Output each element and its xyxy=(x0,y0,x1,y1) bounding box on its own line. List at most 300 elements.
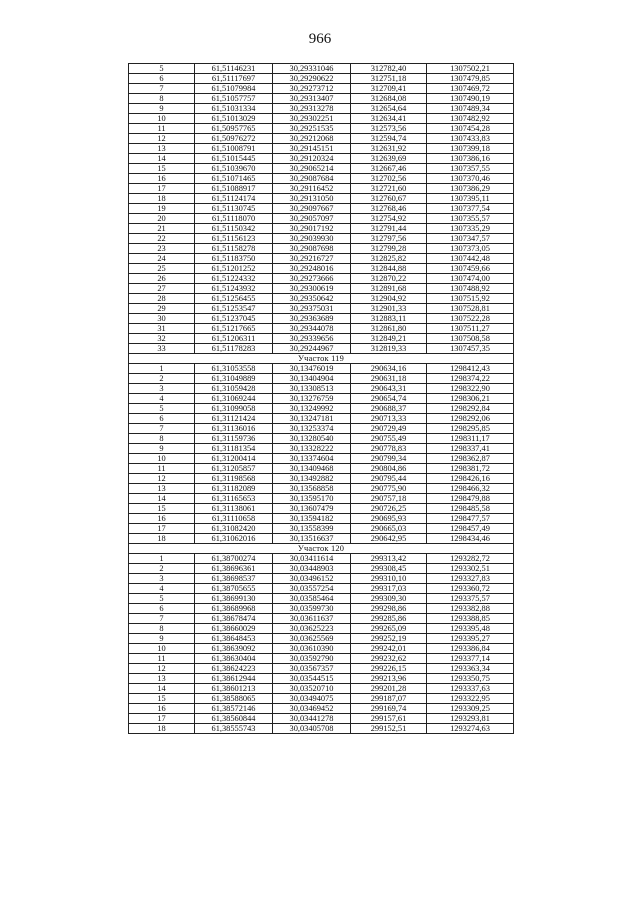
latitude-cell: 61,31159736 xyxy=(195,434,273,444)
page-number: 966 xyxy=(308,31,332,47)
point-number-cell: 16 xyxy=(129,174,195,184)
longitude-cell: 30,29039930 xyxy=(273,234,351,244)
longitude-cell: 30,13308513 xyxy=(273,384,351,394)
longitude-cell: 30,03567357 xyxy=(273,664,351,674)
longitude-cell: 30,13249992 xyxy=(273,404,351,414)
latitude-cell: 61,38612944 xyxy=(195,674,273,684)
coordinates-table-body xyxy=(129,64,514,734)
table-row xyxy=(129,474,514,484)
point-number-cell: 17 xyxy=(129,714,195,724)
table-row xyxy=(129,144,514,154)
point-number-cell: 21 xyxy=(129,224,195,234)
y-coordinate-cell: 1307479,85 xyxy=(427,74,514,84)
table-row xyxy=(129,624,514,634)
y-coordinate-cell: 1298292,06 xyxy=(427,414,514,424)
point-number-cell: 16 xyxy=(129,514,195,524)
y-coordinate-cell: 1307482,92 xyxy=(427,114,514,124)
longitude-cell: 30,13253374 xyxy=(273,424,351,434)
table-row xyxy=(129,304,514,314)
latitude-cell: 61,31165653 xyxy=(195,494,273,504)
y-coordinate-cell: 1293375,57 xyxy=(427,594,514,604)
table-row xyxy=(129,674,514,684)
x-coordinate-cell: 312782,40 xyxy=(351,64,427,74)
table-row xyxy=(129,524,514,534)
latitude-cell: 61,31069244 xyxy=(195,394,273,404)
longitude-cell: 30,29120324 xyxy=(273,154,351,164)
table-row xyxy=(129,604,514,614)
longitude-cell: 30,03520710 xyxy=(273,684,351,694)
point-number-cell: 16 xyxy=(129,704,195,714)
latitude-cell: 61,51156123 xyxy=(195,234,273,244)
y-coordinate-cell: 1293388,85 xyxy=(427,614,514,624)
x-coordinate-cell: 290804,86 xyxy=(351,464,427,474)
longitude-cell: 30,29017192 xyxy=(273,224,351,234)
latitude-cell: 61,51150342 xyxy=(195,224,273,234)
latitude-cell: 61,38588065 xyxy=(195,694,273,704)
point-number-cell: 4 xyxy=(129,584,195,594)
x-coordinate-cell: 299169,74 xyxy=(351,704,427,714)
table-row xyxy=(129,294,514,304)
latitude-cell: 61,38700274 xyxy=(195,554,273,564)
x-coordinate-cell: 290726,25 xyxy=(351,504,427,514)
point-number-cell: 31 xyxy=(129,324,195,334)
longitude-cell: 30,03411614 xyxy=(273,554,351,564)
section-header-row xyxy=(129,354,514,364)
point-number-cell: 13 xyxy=(129,144,195,154)
longitude-cell: 30,03441278 xyxy=(273,714,351,724)
point-number-cell: 12 xyxy=(129,134,195,144)
point-number-cell: 17 xyxy=(129,524,195,534)
y-coordinate-cell: 1307522,28 xyxy=(427,314,514,324)
y-coordinate-cell: 1293386,84 xyxy=(427,644,514,654)
point-number-cell: 14 xyxy=(129,684,195,694)
x-coordinate-cell: 299157,61 xyxy=(351,714,427,724)
y-coordinate-cell: 1298374,22 xyxy=(427,374,514,384)
point-number-cell: 1 xyxy=(129,364,195,374)
x-coordinate-cell: 312825,82 xyxy=(351,254,427,264)
section-header-row xyxy=(129,544,514,554)
longitude-cell: 30,29350642 xyxy=(273,294,351,304)
longitude-cell: 30,29375031 xyxy=(273,304,351,314)
table-row xyxy=(129,504,514,514)
point-number-cell: 7 xyxy=(129,424,195,434)
longitude-cell: 30,29290622 xyxy=(273,74,351,84)
table-row xyxy=(129,534,514,544)
longitude-cell: 30,29313407 xyxy=(273,94,351,104)
point-number-cell: 8 xyxy=(129,94,195,104)
table-row xyxy=(129,374,514,384)
y-coordinate-cell: 1293309,25 xyxy=(427,704,514,714)
point-number-cell: 3 xyxy=(129,384,195,394)
longitude-cell: 30,29273712 xyxy=(273,84,351,94)
longitude-cell: 30,13516637 xyxy=(273,534,351,544)
y-coordinate-cell: 1307373,05 xyxy=(427,244,514,254)
point-number-cell: 27 xyxy=(129,284,195,294)
table-row xyxy=(129,134,514,144)
longitude-cell: 30,13276759 xyxy=(273,394,351,404)
x-coordinate-cell: 290695,93 xyxy=(351,514,427,524)
table-row xyxy=(129,484,514,494)
longitude-cell: 30,03405708 xyxy=(273,724,351,734)
y-coordinate-cell: 1298479,88 xyxy=(427,494,514,504)
x-coordinate-cell: 312634,41 xyxy=(351,114,427,124)
table-row xyxy=(129,724,514,734)
latitude-cell: 61,51253547 xyxy=(195,304,273,314)
latitude-cell: 61,51117697 xyxy=(195,74,273,84)
table-row xyxy=(129,64,514,74)
longitude-cell: 30,03557254 xyxy=(273,584,351,594)
x-coordinate-cell: 299308,45 xyxy=(351,564,427,574)
x-coordinate-cell: 312754,92 xyxy=(351,214,427,224)
x-coordinate-cell: 312639,69 xyxy=(351,154,427,164)
table-row xyxy=(129,574,514,584)
table-row xyxy=(129,424,514,434)
table-row xyxy=(129,464,514,474)
latitude-cell: 61,38601213 xyxy=(195,684,273,694)
latitude-cell: 61,51079984 xyxy=(195,84,273,94)
y-coordinate-cell: 1298311,17 xyxy=(427,434,514,444)
latitude-cell: 61,38705655 xyxy=(195,584,273,594)
point-number-cell: 11 xyxy=(129,654,195,664)
point-number-cell: 14 xyxy=(129,494,195,504)
x-coordinate-cell: 290713,33 xyxy=(351,414,427,424)
y-coordinate-cell: 1293360,72 xyxy=(427,584,514,594)
table-row xyxy=(129,454,514,464)
x-coordinate-cell: 312861,80 xyxy=(351,324,427,334)
longitude-cell: 30,29273666 xyxy=(273,274,351,284)
point-number-cell: 6 xyxy=(129,414,195,424)
table-row xyxy=(129,434,514,444)
longitude-cell: 30,29331046 xyxy=(273,64,351,74)
table-row xyxy=(129,334,514,344)
y-coordinate-cell: 1293327,83 xyxy=(427,574,514,584)
longitude-cell: 30,03494075 xyxy=(273,694,351,704)
y-coordinate-cell: 1298434,46 xyxy=(427,534,514,544)
longitude-cell: 30,03544515 xyxy=(273,674,351,684)
longitude-cell: 30,03625569 xyxy=(273,634,351,644)
point-number-cell: 11 xyxy=(129,464,195,474)
point-number-cell: 8 xyxy=(129,624,195,634)
latitude-cell: 61,51224332 xyxy=(195,274,273,284)
y-coordinate-cell: 1293322,95 xyxy=(427,694,514,704)
table-row xyxy=(129,494,514,504)
point-number-cell: 15 xyxy=(129,164,195,174)
table-row xyxy=(129,184,514,194)
latitude-cell: 61,51071465 xyxy=(195,174,273,184)
point-number-cell: 14 xyxy=(129,154,195,164)
table-row xyxy=(129,714,514,724)
y-coordinate-cell: 1298457,49 xyxy=(427,524,514,534)
point-number-cell: 7 xyxy=(129,614,195,624)
latitude-cell: 61,31110658 xyxy=(195,514,273,524)
point-number-cell: 29 xyxy=(129,304,195,314)
x-coordinate-cell: 299317,03 xyxy=(351,584,427,594)
x-coordinate-cell: 290688,37 xyxy=(351,404,427,414)
y-coordinate-cell: 1298292,84 xyxy=(427,404,514,414)
table-row xyxy=(129,204,514,214)
x-coordinate-cell: 312891,68 xyxy=(351,284,427,294)
latitude-cell: 61,51130745 xyxy=(195,204,273,214)
section-title: Участок 119 xyxy=(129,354,514,364)
point-number-cell: 10 xyxy=(129,644,195,654)
latitude-cell: 61,51039670 xyxy=(195,164,273,174)
latitude-cell: 61,31138061 xyxy=(195,504,273,514)
table-row xyxy=(129,584,514,594)
longitude-cell: 30,13558399 xyxy=(273,524,351,534)
latitude-cell: 61,51118070 xyxy=(195,214,273,224)
y-coordinate-cell: 1293274,63 xyxy=(427,724,514,734)
y-coordinate-cell: 1298426,16 xyxy=(427,474,514,484)
y-coordinate-cell: 1293282,72 xyxy=(427,554,514,564)
table-row xyxy=(129,244,514,254)
y-coordinate-cell: 1293382,88 xyxy=(427,604,514,614)
latitude-cell: 61,38696361 xyxy=(195,564,273,574)
x-coordinate-cell: 299213,96 xyxy=(351,674,427,684)
x-coordinate-cell: 312667,46 xyxy=(351,164,427,174)
longitude-cell: 30,29302251 xyxy=(273,114,351,124)
table-row xyxy=(129,104,514,114)
y-coordinate-cell: 1307515,92 xyxy=(427,294,514,304)
x-coordinate-cell: 290757,18 xyxy=(351,494,427,504)
latitude-cell: 61,38699130 xyxy=(195,594,273,604)
table-row xyxy=(129,444,514,454)
y-coordinate-cell: 1307377,54 xyxy=(427,204,514,214)
point-number-cell: 20 xyxy=(129,214,195,224)
latitude-cell: 61,31198568 xyxy=(195,474,273,484)
y-coordinate-cell: 1307357,55 xyxy=(427,164,514,174)
longitude-cell: 30,13280540 xyxy=(273,434,351,444)
x-coordinate-cell: 312573,56 xyxy=(351,124,427,134)
x-coordinate-cell: 299252,19 xyxy=(351,634,427,644)
y-coordinate-cell: 1298362,87 xyxy=(427,454,514,464)
point-number-cell: 6 xyxy=(129,604,195,614)
table-row xyxy=(129,74,514,84)
table-row xyxy=(129,514,514,524)
point-number-cell: 9 xyxy=(129,444,195,454)
point-number-cell: 15 xyxy=(129,694,195,704)
point-number-cell: 7 xyxy=(129,84,195,94)
x-coordinate-cell: 312883,11 xyxy=(351,314,427,324)
x-coordinate-cell: 299285,86 xyxy=(351,614,427,624)
x-coordinate-cell: 312631,92 xyxy=(351,144,427,154)
longitude-cell: 30,29248016 xyxy=(273,264,351,274)
longitude-cell: 30,29131050 xyxy=(273,194,351,204)
section-title: Участок 120 xyxy=(129,544,514,554)
x-coordinate-cell: 290665,03 xyxy=(351,524,427,534)
y-coordinate-cell: 1298322,90 xyxy=(427,384,514,394)
latitude-cell: 61,38648453 xyxy=(195,634,273,644)
longitude-cell: 30,13328222 xyxy=(273,444,351,454)
x-coordinate-cell: 290643,31 xyxy=(351,384,427,394)
latitude-cell: 61,31181354 xyxy=(195,444,273,454)
point-number-cell: 13 xyxy=(129,674,195,684)
point-number-cell: 33 xyxy=(129,344,195,354)
y-coordinate-cell: 1307502,21 xyxy=(427,64,514,74)
table-row xyxy=(129,124,514,134)
point-number-cell: 3 xyxy=(129,574,195,584)
x-coordinate-cell: 312751,18 xyxy=(351,74,427,84)
x-coordinate-cell: 312797,56 xyxy=(351,234,427,244)
longitude-cell: 30,29087698 xyxy=(273,244,351,254)
latitude-cell: 61,31053558 xyxy=(195,364,273,374)
longitude-cell: 30,29145151 xyxy=(273,144,351,154)
latitude-cell: 61,31049889 xyxy=(195,374,273,384)
table-row xyxy=(129,394,514,404)
table-row xyxy=(129,324,514,334)
latitude-cell: 61,31059428 xyxy=(195,384,273,394)
y-coordinate-cell: 1293363,34 xyxy=(427,664,514,674)
point-number-cell: 25 xyxy=(129,264,195,274)
table-row xyxy=(129,594,514,604)
table-row xyxy=(129,654,514,664)
table-row xyxy=(129,364,514,374)
table-row xyxy=(129,664,514,674)
longitude-cell: 30,03611637 xyxy=(273,614,351,624)
latitude-cell: 61,51206311 xyxy=(195,334,273,344)
longitude-cell: 30,29212068 xyxy=(273,134,351,144)
x-coordinate-cell: 299310,10 xyxy=(351,574,427,584)
longitude-cell: 30,03469452 xyxy=(273,704,351,714)
latitude-cell: 61,38698537 xyxy=(195,574,273,584)
x-coordinate-cell: 312594,74 xyxy=(351,134,427,144)
coordinates-table xyxy=(128,63,514,734)
x-coordinate-cell: 299298,86 xyxy=(351,604,427,614)
latitude-cell: 61,51031334 xyxy=(195,104,273,114)
latitude-cell: 61,51201252 xyxy=(195,264,273,274)
latitude-cell: 61,51183750 xyxy=(195,254,273,264)
table-row xyxy=(129,224,514,234)
y-coordinate-cell: 1307347,57 xyxy=(427,234,514,244)
table-row xyxy=(129,264,514,274)
latitude-cell: 61,38639092 xyxy=(195,644,273,654)
latitude-cell: 61,51008791 xyxy=(195,144,273,154)
point-number-cell: 23 xyxy=(129,244,195,254)
latitude-cell: 61,31082420 xyxy=(195,524,273,534)
point-number-cell: 12 xyxy=(129,664,195,674)
x-coordinate-cell: 312819,33 xyxy=(351,344,427,354)
longitude-cell: 30,13404904 xyxy=(273,374,351,384)
y-coordinate-cell: 1298466,32 xyxy=(427,484,514,494)
latitude-cell: 61,51088917 xyxy=(195,184,273,194)
y-coordinate-cell: 1293395,27 xyxy=(427,634,514,644)
point-number-cell: 26 xyxy=(129,274,195,284)
point-number-cell: 4 xyxy=(129,394,195,404)
latitude-cell: 61,38624223 xyxy=(195,664,273,674)
table-row xyxy=(129,154,514,164)
y-coordinate-cell: 1307442,48 xyxy=(427,254,514,264)
table-row xyxy=(129,174,514,184)
x-coordinate-cell: 290799,34 xyxy=(351,454,427,464)
x-coordinate-cell: 312870,22 xyxy=(351,274,427,284)
table-row xyxy=(129,344,514,354)
y-coordinate-cell: 1307488,92 xyxy=(427,284,514,294)
point-number-cell: 2 xyxy=(129,374,195,384)
longitude-cell: 30,03599730 xyxy=(273,604,351,614)
latitude-cell: 61,38555743 xyxy=(195,724,273,734)
latitude-cell: 61,51015445 xyxy=(195,154,273,164)
table-row xyxy=(129,194,514,204)
x-coordinate-cell: 312684,08 xyxy=(351,94,427,104)
table-row xyxy=(129,84,514,94)
longitude-cell: 30,13594182 xyxy=(273,514,351,524)
longitude-cell: 30,29216727 xyxy=(273,254,351,264)
point-number-cell: 5 xyxy=(129,404,195,414)
longitude-cell: 30,03592790 xyxy=(273,654,351,664)
y-coordinate-cell: 1293302,51 xyxy=(427,564,514,574)
longitude-cell: 30,13476019 xyxy=(273,364,351,374)
latitude-cell: 61,31062016 xyxy=(195,534,273,544)
table-row xyxy=(129,704,514,714)
latitude-cell: 61,51256455 xyxy=(195,294,273,304)
y-coordinate-cell: 1298381,72 xyxy=(427,464,514,474)
longitude-cell: 30,03496152 xyxy=(273,574,351,584)
y-coordinate-cell: 1293377,14 xyxy=(427,654,514,664)
table-row xyxy=(129,314,514,324)
longitude-cell: 30,29097667 xyxy=(273,204,351,214)
y-coordinate-cell: 1298306,21 xyxy=(427,394,514,404)
y-coordinate-cell: 1293293,81 xyxy=(427,714,514,724)
y-coordinate-cell: 1307355,57 xyxy=(427,214,514,224)
longitude-cell: 30,13607479 xyxy=(273,504,351,514)
latitude-cell: 61,50957765 xyxy=(195,124,273,134)
table-row xyxy=(129,384,514,394)
latitude-cell: 61,51124174 xyxy=(195,194,273,204)
x-coordinate-cell: 290755,49 xyxy=(351,434,427,444)
table-row xyxy=(129,414,514,424)
table-row xyxy=(129,214,514,224)
x-coordinate-cell: 312721,60 xyxy=(351,184,427,194)
point-number-cell: 32 xyxy=(129,334,195,344)
longitude-cell: 30,29363689 xyxy=(273,314,351,324)
table-row xyxy=(129,274,514,284)
longitude-cell: 30,29251535 xyxy=(273,124,351,134)
y-coordinate-cell: 1307433,83 xyxy=(427,134,514,144)
latitude-cell: 61,38660029 xyxy=(195,624,273,634)
y-coordinate-cell: 1298485,58 xyxy=(427,504,514,514)
longitude-cell: 30,29116452 xyxy=(273,184,351,194)
point-number-cell: 28 xyxy=(129,294,195,304)
table-row xyxy=(129,554,514,564)
x-coordinate-cell: 312844,88 xyxy=(351,264,427,274)
latitude-cell: 61,51146231 xyxy=(195,64,273,74)
table-row xyxy=(129,564,514,574)
longitude-cell: 30,13568858 xyxy=(273,484,351,494)
latitude-cell: 61,51217665 xyxy=(195,324,273,334)
latitude-cell: 61,31182089 xyxy=(195,484,273,494)
point-number-cell: 11 xyxy=(129,124,195,134)
x-coordinate-cell: 312654,64 xyxy=(351,104,427,114)
x-coordinate-cell: 312791,44 xyxy=(351,224,427,234)
longitude-cell: 30,29057097 xyxy=(273,214,351,224)
table-row xyxy=(129,684,514,694)
point-number-cell: 19 xyxy=(129,204,195,214)
longitude-cell: 30,29087684 xyxy=(273,174,351,184)
x-coordinate-cell: 299187,07 xyxy=(351,694,427,704)
table-row xyxy=(129,114,514,124)
x-coordinate-cell: 312709,41 xyxy=(351,84,427,94)
point-number-cell: 1 xyxy=(129,554,195,564)
latitude-cell: 61,38560844 xyxy=(195,714,273,724)
longitude-cell: 30,29313278 xyxy=(273,104,351,114)
latitude-cell: 61,51243932 xyxy=(195,284,273,294)
longitude-cell: 30,29300619 xyxy=(273,284,351,294)
y-coordinate-cell: 1307457,35 xyxy=(427,344,514,354)
x-coordinate-cell: 299309,30 xyxy=(351,594,427,604)
point-number-cell: 18 xyxy=(129,534,195,544)
y-coordinate-cell: 1307508,58 xyxy=(427,334,514,344)
point-number-cell: 30 xyxy=(129,314,195,324)
latitude-cell: 61,51178283 xyxy=(195,344,273,354)
